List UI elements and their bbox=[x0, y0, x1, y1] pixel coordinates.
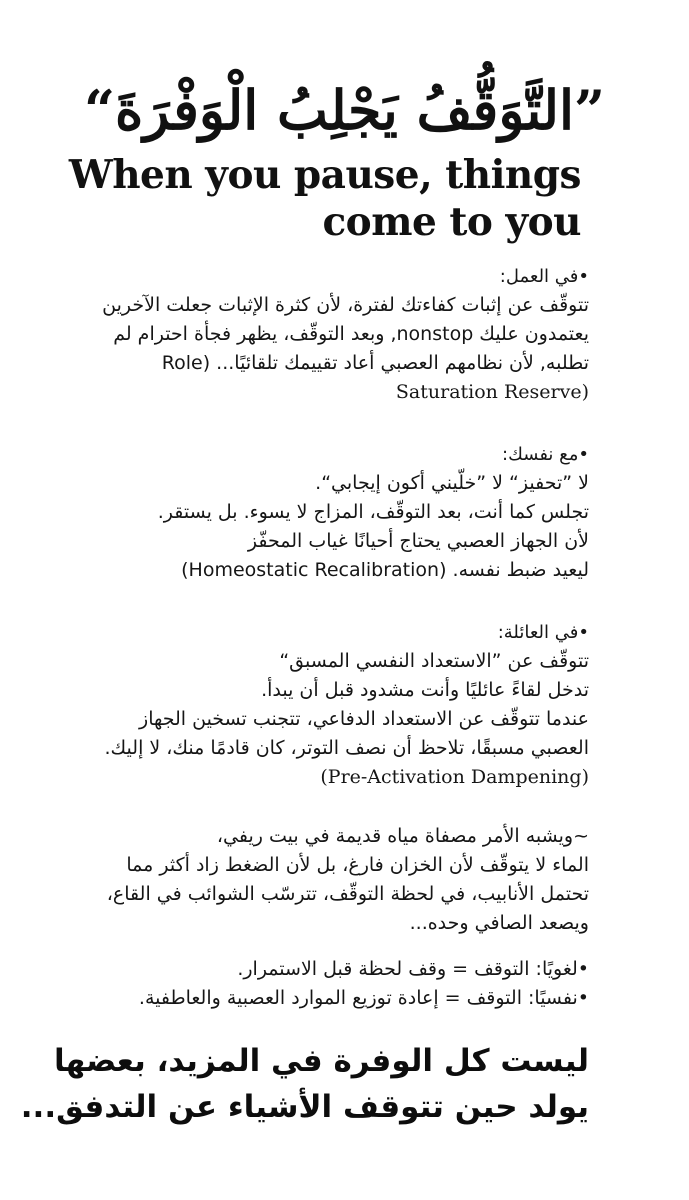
section-line: لا ”تحفيز“ لا ”خلّيني أكون إيجابي“. bbox=[315, 472, 589, 494]
closing-line: يولد حين تتوقف الأشياء عن التدفق... bbox=[20, 1089, 589, 1125]
section-line: تحتمل الأنابيب، في لحظة التوقّف، تترسّب الشوائب في القاع، bbox=[106, 883, 589, 905]
closing-line: ليست كل الوفرة في المزيد، بعضها bbox=[53, 1043, 589, 1079]
section-heading: •مع نفسك: bbox=[502, 444, 589, 465]
section-line: تطلبه, لأن نظامهم العصبي أعاد تقييمك تلقائيًا... (Role bbox=[161, 352, 589, 374]
section-line: (Saturation Reserve bbox=[395, 381, 589, 403]
section-line: يعتمدون عليك nonstop, وبعد التوقّف، يظهر فجأة احترام لم bbox=[113, 323, 589, 345]
section-heading: •في العمل: bbox=[499, 266, 589, 287]
section-line: ليعيد ضبط نفسه. (Homeostatic Recalibration) bbox=[181, 559, 589, 581]
section-water-analogy bbox=[59, 822, 589, 938]
section-work bbox=[59, 262, 589, 407]
section-line: ويصعد الصافي وحده... bbox=[409, 912, 589, 934]
section-line: لأن الجهاز العصبي يحتاج أحيانًا غياب المحفّز bbox=[247, 530, 589, 552]
arabic-title: ”التَّوَقُّفُ يَجْلِبُ الْوَفْرَةَ“ bbox=[83, 78, 606, 142]
section-family bbox=[59, 618, 589, 792]
definition-line: •لغويًا: التوقف = وقف لحظة قبل الاستمرار. bbox=[237, 958, 589, 980]
section-line: الماء لا يتوقّف لأن الخزان فارغ، بل لأن الضغط زاد أكثر مما bbox=[126, 854, 589, 876]
closing-statement bbox=[20, 1038, 589, 1130]
section-line: تجلس كما أنت، بعد التوقّف، المزاج لا يسوء. بل يستقر. bbox=[157, 501, 589, 523]
definition-line: •نفسيًا: التوقف = إعادة توزيع الموارد العصبية والعاطفية. bbox=[138, 987, 589, 1009]
section-definitions bbox=[59, 955, 589, 1013]
section-line: (Pre-Activation Dampening) bbox=[320, 766, 589, 788]
section-self bbox=[59, 440, 589, 585]
section-line: ~ويشبه الأمر مصفاة مياه قديمة في بيت ريفي، bbox=[216, 825, 589, 847]
english-title-line-2: come to you bbox=[322, 199, 581, 245]
english-title-line-1: When you pause, things bbox=[68, 152, 581, 198]
section-line: تتوقّف عن إثبات كفاءتك لفترة، لأن كثرة الإثبات جعلت الآخرين bbox=[102, 294, 589, 316]
section-line: العصبي مسبقًا، تلاحظ أن نصف التوتر، كان قادمًا منك، لا إليك. bbox=[104, 737, 589, 759]
section-line: عندما تتوقّف عن الاستعداد الدفاعي، تتجنب تسخين الجهاز bbox=[139, 708, 589, 730]
section-heading: •في العائلة: bbox=[497, 622, 589, 643]
english-title bbox=[61, 152, 581, 246]
section-line: تتوقّف عن ”الاستعداد النفسي المسبق“ bbox=[279, 650, 589, 672]
section-line: تدخل لقاءً عائليًا وأنت مشدود قبل أن يبدأ. bbox=[261, 679, 589, 701]
